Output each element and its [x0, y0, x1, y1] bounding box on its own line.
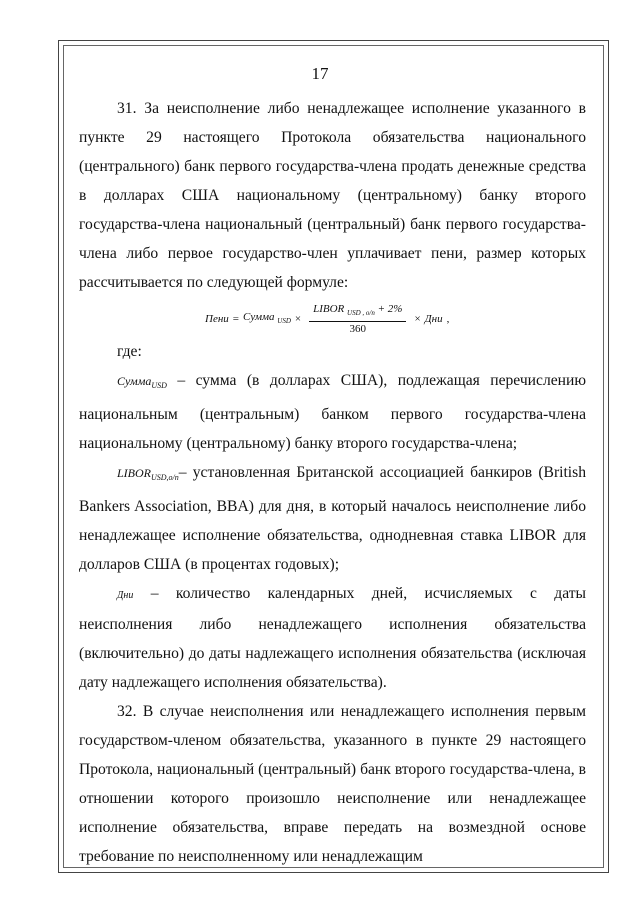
definition-libor-text: – установленная Британской ассоциацией банкиров (British Bankers Association, BBA) для дня, в который началось неисполнение либо ненадлежащее исполнение обязательства, однодневная ставка LIBOR для долларов США (в процентах годовых);	[79, 464, 586, 573]
formula-lhs: Пени	[205, 313, 229, 325]
definition-days	[79, 579, 586, 697]
formula-equals: =	[232, 313, 240, 325]
formula-expression	[205, 303, 453, 336]
formula-days: Дни	[424, 313, 443, 325]
penalty-formula	[79, 297, 586, 337]
paragraph-32: 32. В случае неисполнения или ненадлежащего исполнения первым государством-членом обязательства, указанного в пункте 29 настоящего Протокола, национальный (центральный) банк второго государства-члена, в отношении которого произошло неисполнение или ненадлежащее исполнение обязательства, вправе передать на возмездной основе требование по неисполненному или ненадлежащим	[79, 703, 586, 865]
formula-fraction	[309, 303, 406, 336]
formula-libor-sub: USD , o/n	[347, 309, 375, 317]
formula-denominator: 360	[349, 323, 367, 335]
definition-libor-term: LIBOR	[117, 466, 151, 480]
formula-times-1: ×	[294, 313, 302, 325]
page-number: 17	[311, 64, 329, 83]
definition-days-text: – количество календарных дней, исчисляемых с даты неисполнения либо ненадлежащего исполнения обязательства (включительно) до даты надлежащего исполнения обязательства (исключая дату надлежащего исполнения обязательства).	[79, 585, 586, 691]
definition-days-term: Дни	[117, 590, 134, 601]
definition-libor-sub: USD,o/n	[151, 473, 179, 482]
formula-numerator: LIBOR $_{USD , o/n}$ + 2%	[309, 303, 406, 322]
definition-amount-sub: USD	[151, 381, 167, 390]
formula-amount: Сумма $_{USD}$	[243, 311, 291, 325]
where-label: где:	[117, 343, 142, 360]
formula-times-2: ×	[414, 313, 421, 325]
formula-plus-rate: + 2%	[377, 303, 403, 315]
formula-amount-sub: USD	[277, 317, 291, 325]
paragraph-31: 31. За неисполнение либо ненадлежащее исполнение указанного в пункте 29 настоящего Протокола обязательства национального (центрального) банк первого государства-члена продать денежные средства в долларах США национальному (центральному) банку второго государства-члена национальный (центральный) банк первого государства-члена либо первое государство-член уплачивает пени, размер которых рассчитывается по следующей формуле:	[79, 100, 586, 291]
document-body	[79, 94, 586, 871]
formula-comma: ,	[446, 313, 450, 325]
definition-amount-text: – сумма (в долларах США), подлежащая перечислению национальным (центральным) банком первого государства-члена национальному (центральному) банку второго государства-члена;	[79, 372, 586, 452]
definition-libor	[79, 458, 586, 579]
definition-amount	[79, 366, 586, 458]
definition-amount-term: Сумма	[117, 374, 152, 388]
